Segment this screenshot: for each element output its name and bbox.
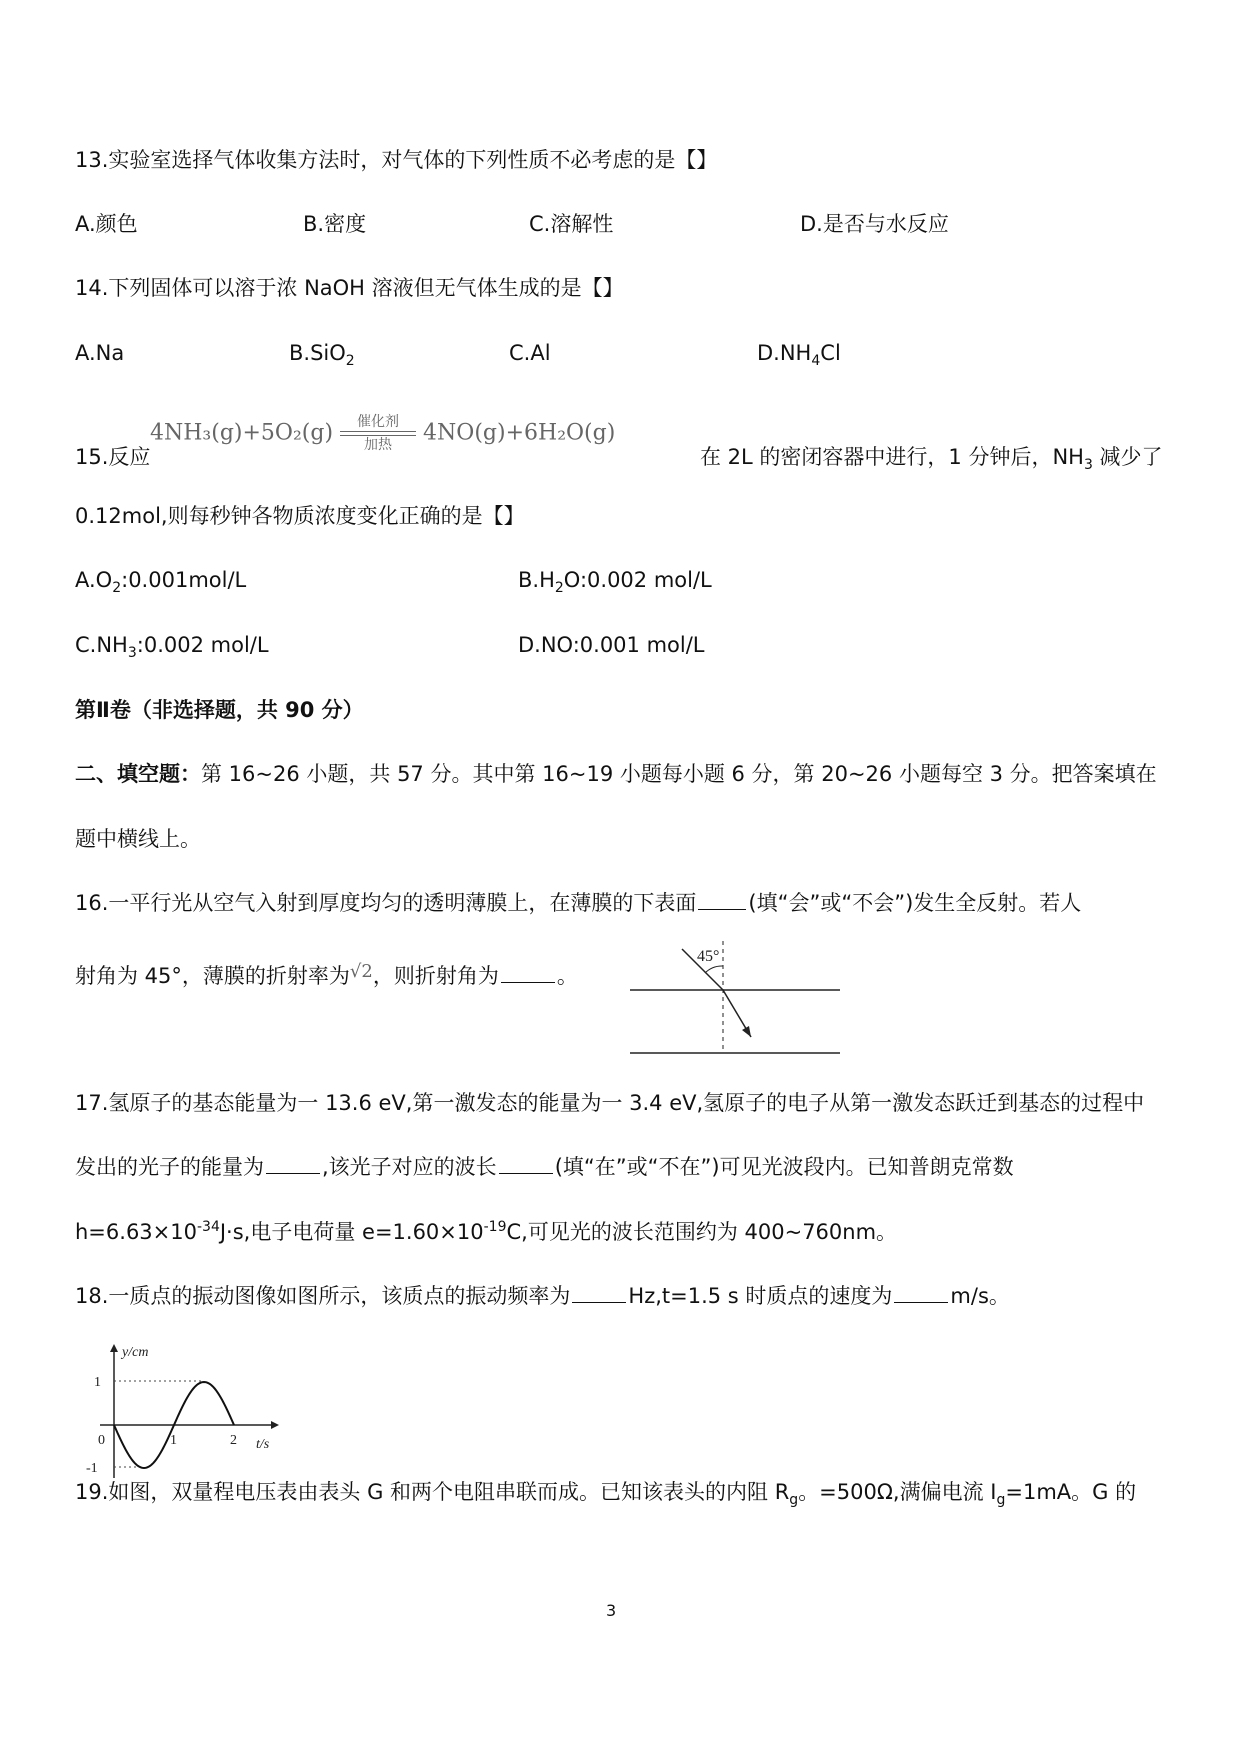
q17-line2: 发出的光子的能量为 ,该光子对应的波长 (填“在”或“不在”)可见光波段内。已知普朗克常数 bbox=[75, 1155, 1014, 1179]
q14-option-b: B.SiO$_2$ bbox=[289, 341, 355, 370]
x-axis-arrow bbox=[271, 1421, 279, 1429]
q15-heat: 加热 bbox=[364, 437, 393, 453]
part2-instructions-cont: 题中横线上。 bbox=[75, 827, 201, 851]
q13-stem: 13.实验室选择气体收集方法时，对气体的下列性质不必考虑的是【】 bbox=[75, 148, 718, 172]
answer-blank[interactable] bbox=[698, 889, 746, 910]
q13-option-a: A.颜色 bbox=[75, 212, 138, 236]
q15-option-c: $C.NH_3:0.002$ mol/L bbox=[75, 633, 269, 662]
q16-refraction-figure bbox=[625, 935, 845, 1060]
q14-option-c: C.Al bbox=[509, 341, 551, 365]
q13-option-c: C.溶解性 bbox=[529, 212, 614, 236]
q13-option-b: B.密度 bbox=[303, 212, 367, 236]
q15-equation: 4NH₃(g)+5O₂(g) 催化剂 加热 4NO(g)+6H₂O(g) bbox=[150, 414, 616, 453]
part2-instructions: 二、填空题：第 16~26 小题，共 57 分。其中第 16~19 小题每小题 6 分，第 20~26 小题每空 3 分。把答案填在 bbox=[75, 762, 1157, 786]
q15-prefix: 15.反应 bbox=[75, 445, 151, 469]
x-tick-1: 1 bbox=[170, 1433, 177, 1448]
angle-label: 45° bbox=[697, 948, 720, 965]
part2-title: 第Ⅱ卷（非选择题，共 90 分） bbox=[75, 698, 364, 722]
q15-stem-end: 0.12mol,则每秒钟各物质浓度变化正确的是【】 bbox=[75, 504, 525, 528]
page-number: 3 bbox=[606, 1601, 617, 1620]
answer-blank[interactable] bbox=[894, 1282, 948, 1303]
y-axis-arrow bbox=[110, 1344, 118, 1352]
sqrt2: √2 bbox=[349, 961, 373, 982]
y-tick-neg1: -1 bbox=[86, 1461, 98, 1476]
answer-blank[interactable] bbox=[501, 962, 555, 983]
answer-blank[interactable] bbox=[499, 1153, 553, 1174]
q15-option-b: $B.H_2O:0.002$ mol/L bbox=[518, 568, 712, 597]
y-tick-1: 1 bbox=[94, 1375, 101, 1390]
vibration-chart bbox=[72, 1338, 292, 1498]
q16-line2: 射角为 45°，薄膜的折射率为√2，则折射角为 。 bbox=[75, 961, 578, 988]
x-tick-0: 0 bbox=[98, 1433, 105, 1448]
x-tick-2: 2 bbox=[230, 1433, 237, 1448]
q18-stem: 18.一质点的振动图像如图所示，该质点的振动频率为 Hz,t=1.5 s 时质点的速度为 m/s。 bbox=[75, 1284, 1010, 1308]
answer-blank[interactable] bbox=[266, 1153, 320, 1174]
q14-option-a: A.Na bbox=[75, 341, 125, 365]
q13-option-d: D.是否与水反应 bbox=[800, 212, 949, 236]
y-axis-label: y/cm bbox=[122, 1345, 149, 1360]
q15-catalyst: 催化剂 bbox=[357, 414, 400, 430]
q16-line1: 16.一平行光从空气入射到厚度均匀的透明薄膜上，在薄膜的下表面 (填“会”或“不会”)发生全反射。若人 bbox=[75, 891, 1082, 915]
answer-blank[interactable] bbox=[572, 1282, 626, 1303]
q14-stem: 14.下列固体可以溶于浓 NaOH 溶液但无气体生成的是【】 bbox=[75, 276, 624, 300]
q15-option-a: $A.O_2:0.001mol/L$ bbox=[75, 568, 247, 597]
q17-line1: 17.氢原子的基态能量为一 13.6 eV,第一激发态的能量为一 3.4 eV,氢原子的电子从第一激发态跃迁到基态的过程中 bbox=[75, 1091, 1145, 1115]
q17-line3: $h=6.63\times 10^{-34}J\cdot s$,电子电荷量 $e=1.60\times 10^{-19}C$,可见光的波长范围约为 400~760nm。 bbox=[75, 1219, 898, 1244]
q15-stem-mid: 在 2L 的密闭容器中进行，1 分钟后，$NH_3$ 减少了 bbox=[700, 445, 1163, 474]
q19-stem: 19.如图，双量程电压表由表头 G 和两个电阻串联而成。已知该表头的内阻 $R_g$。=500Ω,满偏电流 $I_g=1mA$。G 的 bbox=[75, 1480, 1137, 1509]
q15-option-d: D.NO:0.001 mol/L bbox=[518, 633, 705, 657]
q14-option-d: $D.NH_4Cl$ bbox=[757, 341, 841, 370]
x-axis-label: t/s bbox=[256, 1437, 270, 1452]
